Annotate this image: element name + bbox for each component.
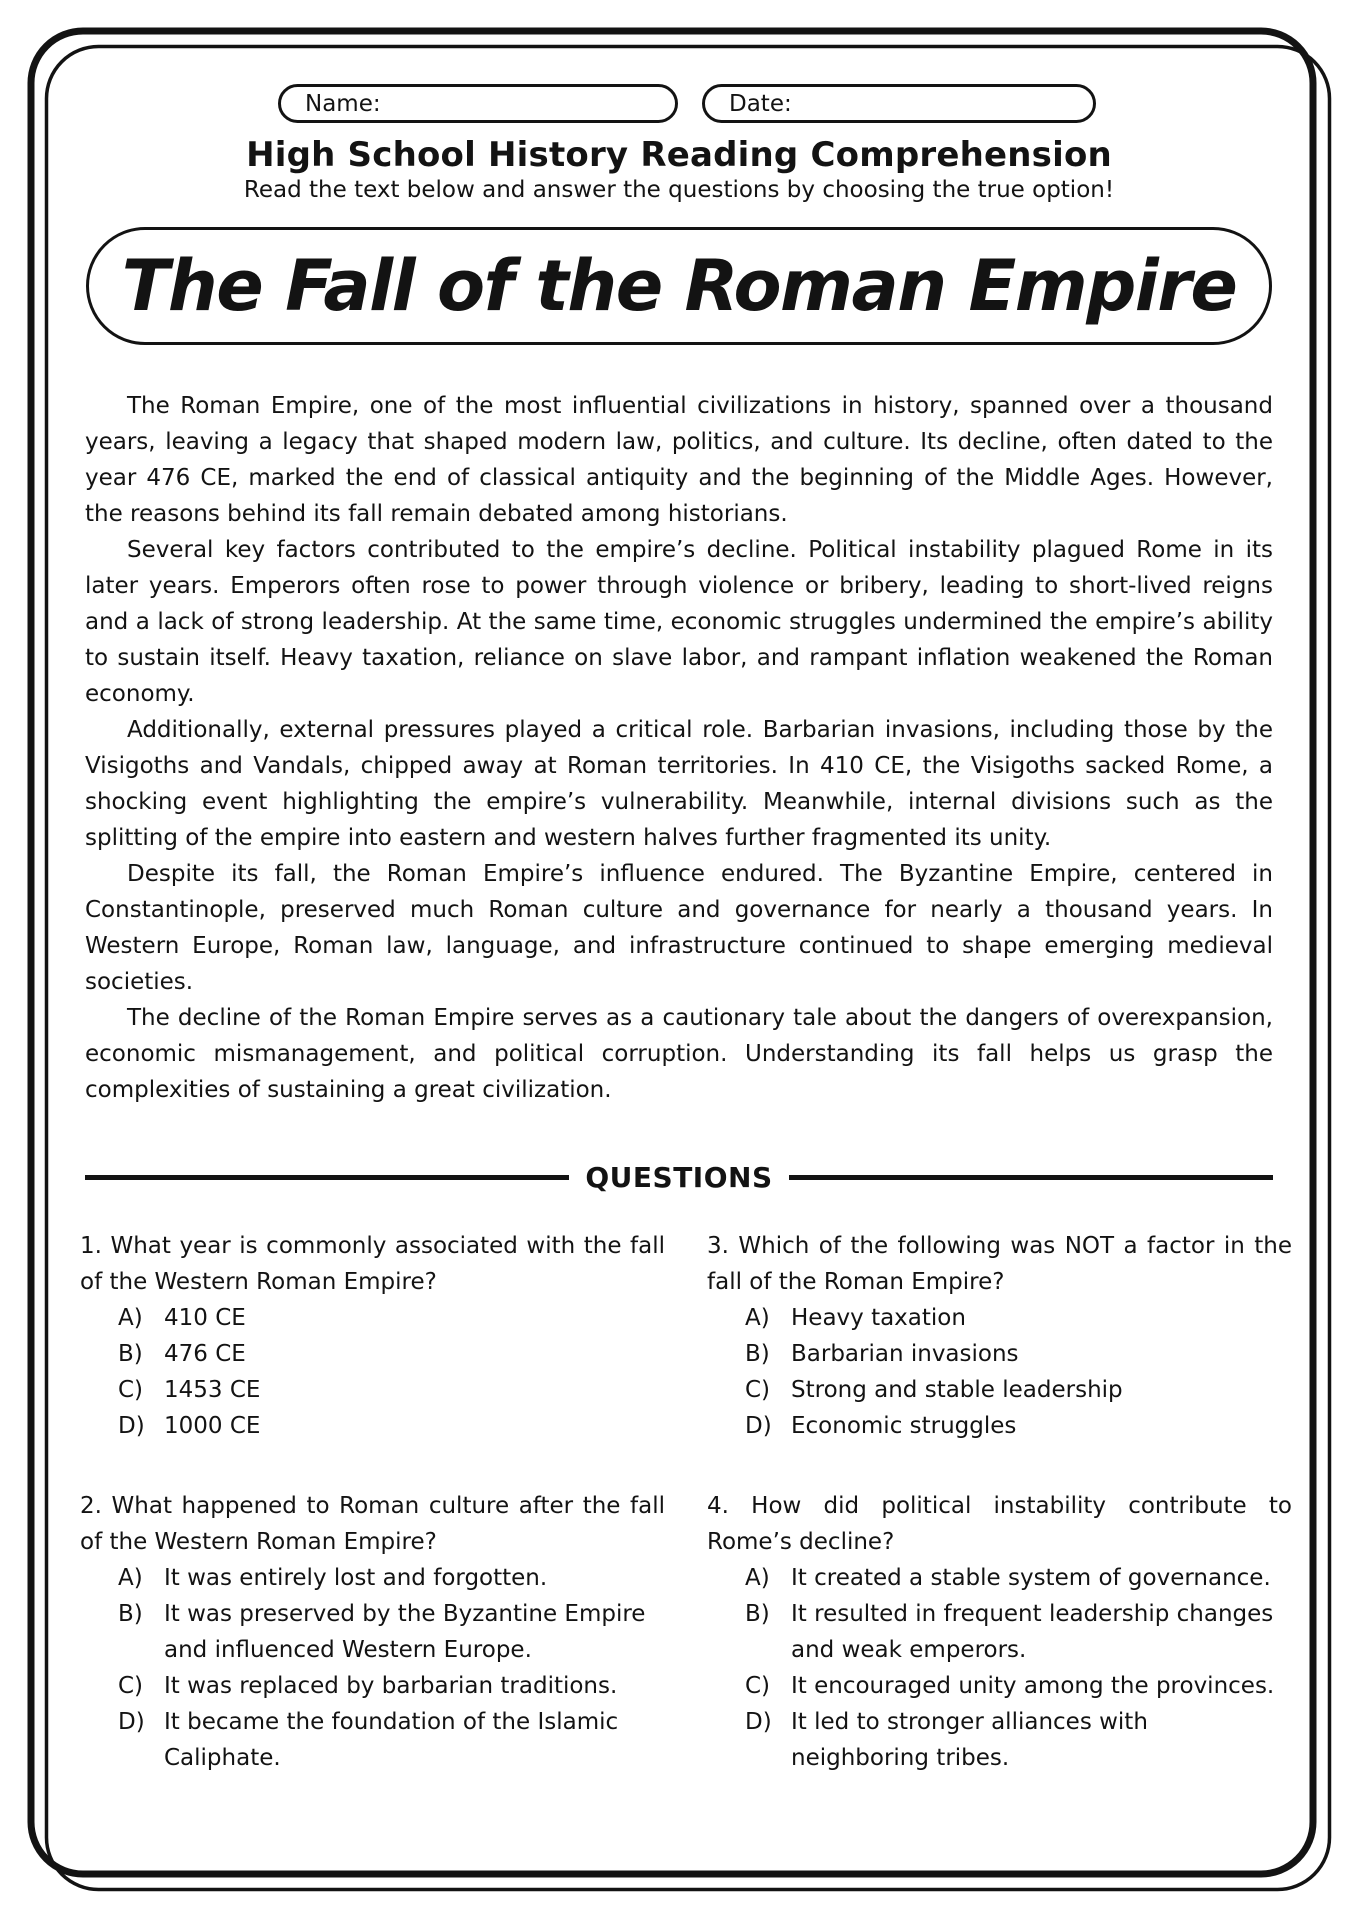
question-1-option-a[interactable]: [118, 1300, 665, 1336]
question-2: [80, 1488, 665, 1776]
question-3: [707, 1228, 1292, 1444]
option-text: It was preserved by the Byzantine Empire and influenced Western Europe.: [164, 1601, 646, 1663]
questions-divider: [85, 1158, 1273, 1196]
option-text: It created a stable system of governance.: [791, 1565, 1271, 1591]
question-text: What year is commonly associated with the fall of the Western Roman Empire?: [80, 1233, 666, 1295]
passage-paragraph-3: Additionally, external pressures played a critical role. Barbarian invasions, including those by the Visigoths and Vandals, chipped away at Roman territories. In 410 CE, the Visigoths sacked Rome, a shocking event highlighting the empire’s vulnerability. Meanwhile, internal divisions such as the splitting of the empire into eastern and western halves further fragmented its unity.: [85, 717, 1273, 851]
option-letter: C): [118, 1673, 144, 1699]
option-letter: D): [745, 1413, 772, 1439]
option-letter: B): [745, 1601, 770, 1627]
question-number: 1.: [80, 1233, 102, 1259]
option-text: 476 CE: [164, 1341, 246, 1367]
passage-text: [85, 388, 1273, 1108]
question-4-option-b[interactable]: [745, 1596, 1292, 1668]
option-letter: B): [118, 1601, 143, 1627]
question-3-option-b[interactable]: [745, 1336, 1292, 1372]
question-text: How did political instability contribute to Rome’s decline?: [707, 1493, 1293, 1555]
question-2-option-b[interactable]: [118, 1596, 665, 1668]
questions-divider-label: QUESTIONS: [585, 1160, 773, 1194]
date-field-label: Date:: [729, 90, 792, 117]
questions-column-right: [707, 1228, 1292, 1820]
question-number: 4.: [707, 1493, 729, 1519]
question-3-option-d[interactable]: [745, 1408, 1292, 1444]
date-field[interactable]: [702, 84, 1096, 123]
option-letter: B): [745, 1341, 770, 1367]
worksheet-title: High School History Reading Comprehension: [246, 135, 1112, 175]
option-text: It was replaced by barbarian traditions.: [164, 1673, 618, 1699]
passage-paragraph-1: The Roman Empire, one of the most influential civilizations in history, spanned over a thousand years, leaving a legacy that shaped modern law, politics, and culture. Its decline, often dated to the year 476 CE, marked the end of classical antiquity and the beginning of the Middle Ages. However, the reasons behind its fall remain debated among historians.: [85, 393, 1273, 527]
questions-column-left: [80, 1228, 665, 1820]
option-letter: B): [118, 1341, 143, 1367]
question-2-text: [80, 1488, 665, 1560]
option-letter: C): [118, 1377, 144, 1403]
option-letter: D): [118, 1709, 145, 1735]
passage-paragraph-2: Several key factors contributed to the empire’s decline. Political instability plagued Rome in its later years. Emperors often rose to power through violence or bribery, leading to short-lived reigns and a lack of strong leadership. At the same time, economic struggles undermined the empire’s ability to sustain itself. Heavy taxation, reliance on slave labor, and rampant inflation weakened the Roman economy.: [85, 537, 1273, 707]
option-text: It encouraged unity among the provinces.: [791, 1673, 1275, 1699]
option-text: It became the foundation of the Islamic Caliphate.: [164, 1709, 619, 1771]
option-letter: C): [745, 1377, 771, 1403]
question-1-text: [80, 1228, 665, 1300]
name-field[interactable]: [278, 84, 678, 123]
question-2-option-d[interactable]: [118, 1704, 665, 1776]
passage-paragraph-4: Despite its fall, the Roman Empire’s influence endured. The Byzantine Empire, centered in Constantinople, preserved much Roman culture and governance for nearly a thousand years. In Western Europe, Roman law, language, and infrastructure continued to shape emerging medieval societies.: [85, 861, 1273, 995]
question-2-option-c[interactable]: [118, 1668, 665, 1704]
option-text: Economic struggles: [791, 1413, 1017, 1439]
option-letter: C): [745, 1673, 771, 1699]
questions-area: [80, 1228, 1292, 1820]
question-text: Which of the following was NOT a factor in the fall of the Roman Empire?: [707, 1233, 1292, 1295]
option-letter: A): [118, 1305, 143, 1331]
option-text: It was entirely lost and forgotten.: [164, 1565, 548, 1591]
question-1-option-d[interactable]: [118, 1408, 665, 1444]
option-letter: A): [118, 1565, 143, 1591]
question-4-option-a[interactable]: [745, 1560, 1292, 1596]
option-text: 1000 CE: [164, 1413, 261, 1439]
option-letter: A): [745, 1565, 770, 1591]
option-text: Heavy taxation: [791, 1305, 966, 1331]
question-2-option-a[interactable]: [118, 1560, 665, 1596]
option-letter: D): [745, 1709, 772, 1735]
option-text: Strong and stable leadership: [791, 1377, 1123, 1403]
passage-title-box: [86, 227, 1272, 345]
question-4-text: [707, 1488, 1292, 1560]
passage-title: The Fall of the Roman Empire: [121, 245, 1237, 327]
question-1-option-c[interactable]: [118, 1372, 665, 1408]
question-number: 3.: [707, 1233, 729, 1259]
question-text: What happened to Roman culture after the fall of the Western Roman Empire?: [80, 1493, 665, 1555]
option-text: Barbarian invasions: [791, 1341, 1019, 1367]
option-letter: D): [118, 1413, 145, 1439]
option-text: It resulted in frequent leadership changes and weak emperors.: [791, 1601, 1274, 1663]
question-3-option-a[interactable]: [745, 1300, 1292, 1336]
question-4-option-c[interactable]: [745, 1668, 1292, 1704]
divider-rule-right: [789, 1175, 1273, 1180]
question-1-option-b[interactable]: [118, 1336, 665, 1372]
option-letter: A): [745, 1305, 770, 1331]
question-number: 2.: [80, 1493, 102, 1519]
question-3-option-c[interactable]: [745, 1372, 1292, 1408]
option-text: 410 CE: [164, 1305, 246, 1331]
question-4: [707, 1488, 1292, 1776]
option-text: 1453 CE: [164, 1377, 261, 1403]
question-4-option-d[interactable]: [745, 1704, 1292, 1776]
question-1: [80, 1228, 665, 1444]
divider-rule-left: [85, 1175, 569, 1180]
passage-paragraph-5: The decline of the Roman Empire serves as a cautionary tale about the dangers of overexpansion, economic mismanagement, and political corruption. Understanding its fall helps us grasp the complexities of sustaining a great civilization.: [85, 1005, 1273, 1103]
option-text: It led to stronger alliances with neighboring tribes.: [791, 1709, 1148, 1771]
name-field-label: Name:: [305, 90, 381, 117]
worksheet-instruction: Read the text below and answer the questions by choosing the true option!: [243, 177, 1115, 203]
question-3-text: [707, 1228, 1292, 1300]
